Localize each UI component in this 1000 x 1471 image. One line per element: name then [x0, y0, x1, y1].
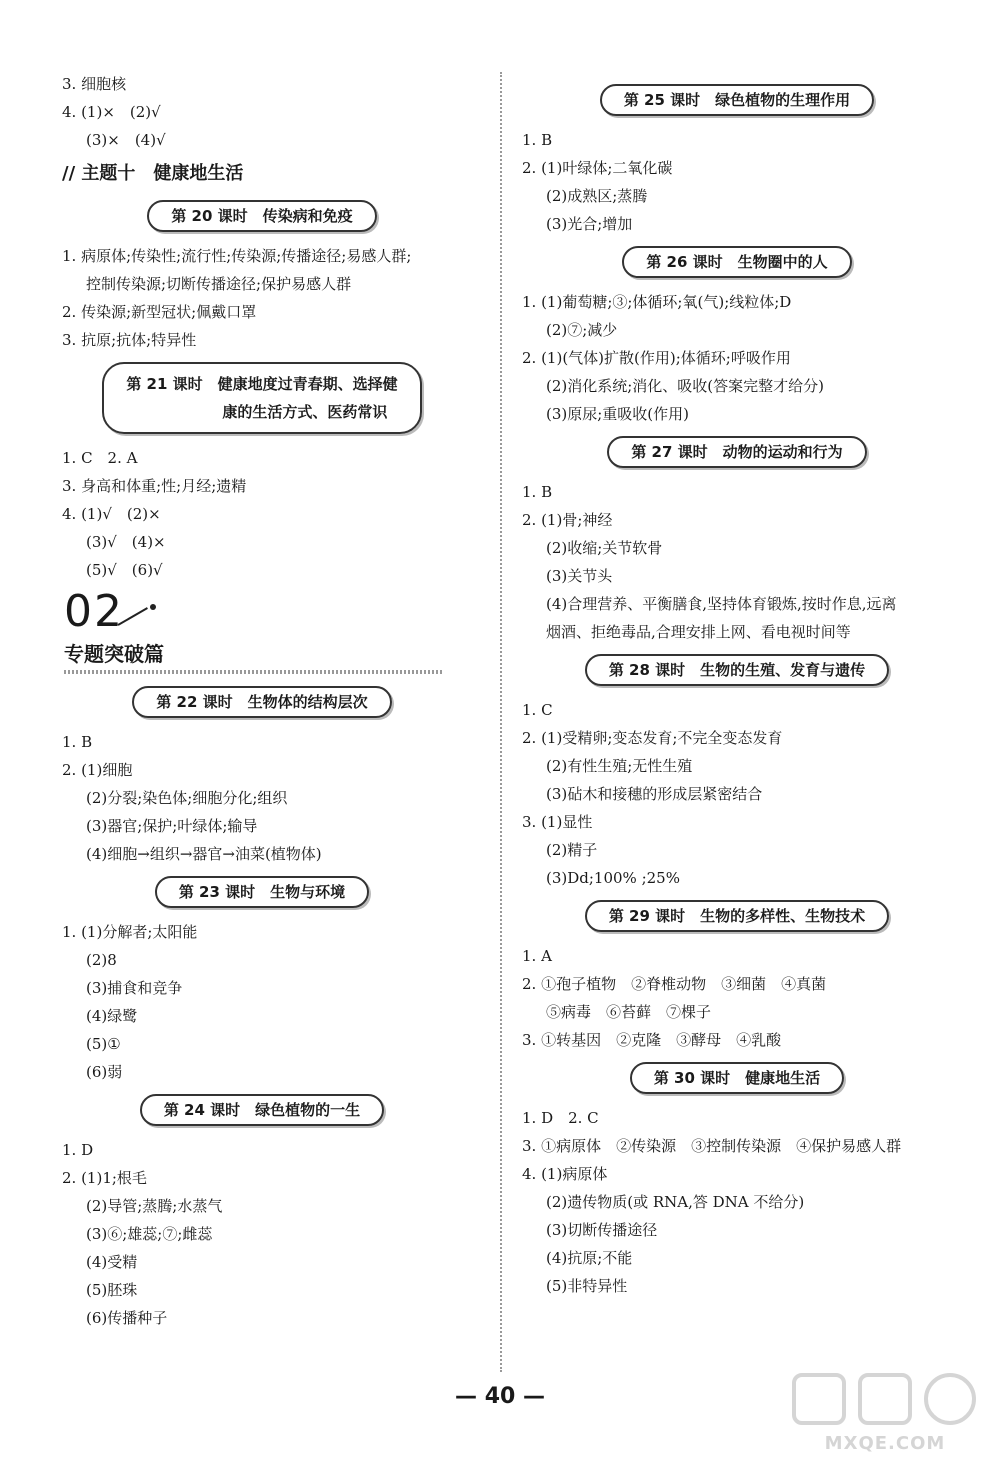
page-number: — 40 —: [455, 1384, 545, 1409]
section-title: 专题突破篇: [64, 642, 164, 666]
answer-line: 1. A: [522, 947, 552, 965]
answer-line: 2. (1)1;根毛: [62, 1169, 147, 1187]
answer-line: 3. 身高和体重;性;月经;遗精: [62, 477, 247, 495]
lesson-title-28: 第 28 课时 生物的生殖、发育与遗传: [585, 654, 889, 686]
answer-line: 烟酒、拒绝毒品,合理安排上网、看电视时间等: [546, 623, 851, 641]
answer-line: 1. D 2. C: [522, 1109, 599, 1127]
lesson-title-21: [102, 362, 421, 434]
watermark-text: MXQE.COM: [824, 1433, 946, 1454]
section-header: [62, 586, 462, 678]
answer-line: (2)精子: [546, 841, 598, 859]
lesson-title-27: 第 27 课时 动物的运动和行为: [607, 436, 866, 468]
answer-line: 2. (1)(气体)扩散(作用);体循环;呼吸作用: [522, 349, 791, 367]
answer-line: 2. (1)细胞: [62, 761, 133, 779]
answer-line: (2)分裂;染色体;细胞分化;组织: [86, 789, 288, 807]
lesson-title-21-line2: 康的生活方式、医药常识: [222, 403, 388, 421]
answer-line: (3)Dd;100% ;25%: [546, 869, 680, 887]
answer-line: 3. ①转基因 ②克隆 ③酵母 ④乳酸: [522, 1031, 782, 1049]
answer-line: 1. B: [62, 733, 93, 751]
answer-line: (4)合理营养、平衡膳食,坚持体育锻炼,按时作息,远离: [546, 595, 897, 613]
lesson-title-30: 第 30 课时 健康地生活: [630, 1062, 844, 1094]
answer-line: 控制传染源;切断传播途径;保护易感人群: [86, 275, 352, 293]
answer-line: (2)有性生殖;无性生殖: [546, 757, 693, 775]
left-column: [62, 70, 462, 1332]
section-rule: [64, 670, 444, 674]
lesson-title-23: 第 23 课时 生物与环境: [155, 876, 369, 908]
answer-line: 2. (1)叶绿体;二氧化碳: [522, 159, 673, 177]
answer-line: 1. 病原体;传染性;流行性;传染源;传播途径;易感人群;: [62, 247, 412, 265]
answer-line: (3)× (4)√: [86, 131, 166, 149]
lesson-title-21-line1: 第 21 课时 健康地度过青春期、选择健: [126, 375, 398, 393]
watermark-logo-icon: [790, 1369, 980, 1429]
answer-line: (6)弱: [86, 1063, 123, 1081]
answer-line: (3)捕食和竞争: [86, 979, 183, 997]
answer-line: 3. (1)显性: [522, 813, 593, 831]
answer-line: (2)收缩;关节软骨: [546, 539, 663, 557]
answer-line: (2)导管;蒸腾;水蒸气: [86, 1197, 223, 1215]
answer-line: 3. ①病原体 ②传染源 ③控制传染源 ④保护易感人群: [522, 1137, 902, 1155]
theme-heading: // 主题十 健康地生活: [62, 163, 244, 184]
answer-line: (4)细胞→组织→器官→油菜(植物体): [86, 845, 322, 863]
right-column: [522, 70, 952, 1300]
section-number-dot: [150, 604, 156, 610]
watermark: [790, 1369, 980, 1459]
answer-line: (2)8: [86, 951, 117, 969]
section-number: 02: [64, 586, 124, 637]
column-divider: [500, 72, 502, 1372]
answer-line: (2)遗传物质(或 RNA,答 DNA 不给分): [546, 1193, 805, 1211]
lesson-title-26: 第 26 课时 生物圈中的人: [622, 246, 851, 278]
answer-line: (5)胚珠: [86, 1281, 138, 1299]
answer-line: 1. B: [522, 131, 553, 149]
answer-line: (4)绿鹭: [86, 1007, 138, 1025]
answer-line: 2. ①孢子植物 ②脊椎动物 ③细菌 ④真菌: [522, 975, 827, 993]
lesson-title-22: 第 22 课时 生物体的结构层次: [132, 686, 391, 718]
answer-line: (3)原尿;重吸收(作用): [546, 405, 690, 423]
answer-line: (3)光合;增加: [546, 215, 633, 233]
answer-line: (4)受精: [86, 1253, 138, 1271]
answer-line: 3. 细胞核: [62, 75, 127, 93]
answer-line: 4. (1)√ (2)×: [62, 505, 161, 523]
answer-line: 3. 抗原;抗体;特异性: [62, 331, 197, 349]
answer-line: (3)关节头: [546, 567, 613, 585]
lesson-title-25: 第 25 课时 绿色植物的生理作用: [600, 84, 874, 116]
lesson-title-20: 第 20 课时 传染病和免疫: [147, 200, 376, 232]
answer-line: 4. (1)× (2)√: [62, 103, 161, 121]
answer-line: (2)成熟区;蒸腾: [546, 187, 648, 205]
answer-line: (5)非特异性: [546, 1277, 628, 1295]
answer-line: 2. 传染源;新型冠状;佩戴口罩: [62, 303, 257, 321]
answer-line: 1. (1)分解者;太阳能: [62, 923, 198, 941]
answer-line: (2)消化系统;消化、吸收(答案完整才给分): [546, 377, 825, 395]
answer-line: 1. C 2. A: [62, 449, 138, 467]
answer-line: (3)√ (4)×: [86, 533, 166, 551]
answer-line: (5)①: [86, 1035, 121, 1053]
answer-line: 4. (1)病原体: [522, 1165, 608, 1183]
answer-line: 1. B: [522, 483, 553, 501]
answer-line: (4)抗原;不能: [546, 1249, 633, 1267]
answer-line: (5)√ (6)√: [86, 561, 163, 579]
answer-line: (6)传播种子: [86, 1309, 168, 1327]
answer-line: 2. (1)骨;神经: [522, 511, 613, 529]
lesson-title-29: 第 29 课时 生物的多样性、生物技术: [585, 900, 889, 932]
answer-line: (3)⑥;雄蕊;⑦;雌蕊: [86, 1225, 213, 1243]
answer-line: (2)⑦;减少: [546, 321, 618, 339]
answer-line: (3)器官;保护;叶绿体;输导: [86, 817, 258, 835]
answer-line: (3)切断传播途径: [546, 1221, 658, 1239]
answer-line: ⑤病毒 ⑥苔藓 ⑦棵子: [546, 1003, 712, 1021]
answer-line: (3)砧木和接穗的形成层紧密结合: [546, 785, 763, 803]
answer-line: 1. (1)葡萄糖;③;体循环;氧(气);线粒体;D: [522, 293, 792, 311]
answer-line: 2. (1)受精卵;变态发育;不完全变态发育: [522, 729, 783, 747]
answer-line: 1. C: [522, 701, 553, 719]
lesson-title-24: 第 24 课时 绿色植物的一生: [140, 1094, 384, 1126]
answer-line: 1. D: [62, 1141, 94, 1159]
